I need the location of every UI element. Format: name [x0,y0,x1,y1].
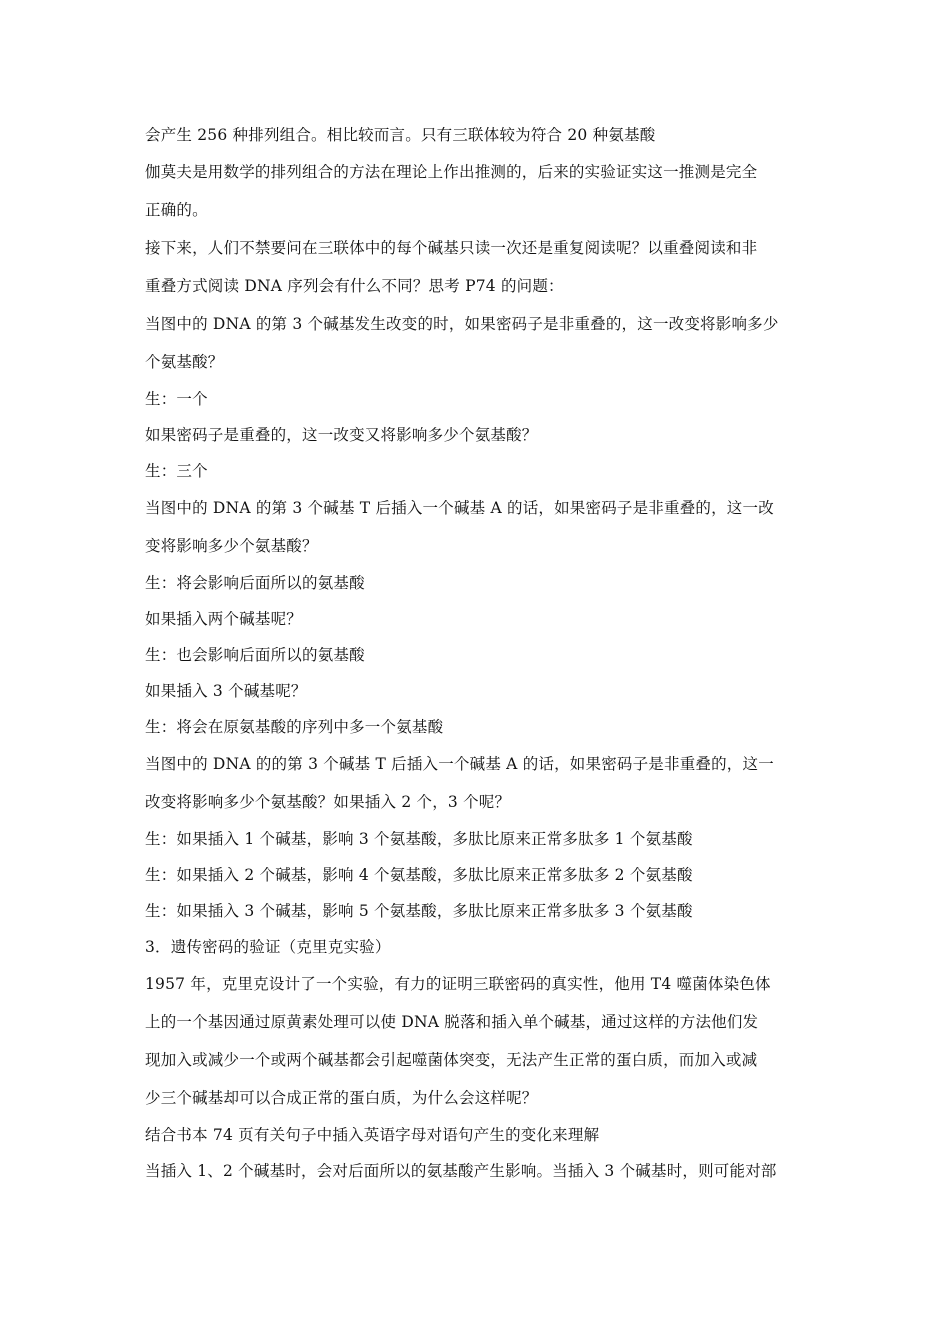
paragraph [145,857,809,893]
paragraph [145,821,809,857]
paragraph-line: 生：将会影响后面所以的氨基酸 [145,574,365,592]
paragraph-line: 接下来，人们不禁要问在三联体中的每个碱基只读一次还是重复阅读呢？以重叠阅读和非 [145,239,758,257]
paragraph-line: 现加入或减少一个或两个碱基都会引起噬菌体突变，无法产生正常的蛋白质，而加入或减 [145,1051,758,1069]
paragraph-line: 生：如果插入 3 个碱基，影响 5 个氨基酸，多肽比原来正常多肽多 3 个氨基酸 [145,902,693,920]
paragraph [145,489,809,565]
paragraph [145,745,809,821]
paragraph [145,709,809,745]
paragraph-line: 生：如果插入 2 个碱基，影响 4 个氨基酸，多肽比原来正常多肽多 2 个氨基酸 [145,866,693,884]
paragraph-line: 重叠方式阅读 DNA 序列会有什么不同？思考 P74 的问题： [145,277,564,295]
paragraph [145,601,809,637]
paragraph-line: 当图中的 DNA 的第 3 个碱基发生改变的时，如果密码子是非重叠的，这一改变将影响多少 [145,315,779,333]
paragraph-line: 1957 年，克里克设计了一个实验，有力的证明三联密码的真实性，他用 T4 噬菌体染色体 [145,975,771,993]
paragraph-line: 当插入 1、2 个碱基时，会对后面所以的氨基酸产生影响。当插入 3 个碱基时，则可能对部 [145,1162,777,1180]
paragraph-line: 如果插入 3 个碱基呢？ [145,682,307,700]
paragraph-line: 生：将会在原氨基酸的序列中多一个氨基酸 [145,718,444,736]
paragraph-line: 生：也会影响后面所以的氨基酸 [145,646,365,664]
paragraph [145,417,809,453]
paragraph-line: 伽莫夫是用数学的排列组合的方法在理论上作出推测的，后来的实验证实这一推测是完全 [145,163,758,181]
paragraph [145,381,809,417]
paragraph-line: 当图中的 DNA 的第 3 个碱基 T 后插入一个碱基 A 的话，如果密码子是非重叠的，这一改 [145,499,774,517]
paragraph-line: 生：一个 [145,390,208,408]
paragraph [145,153,809,229]
paragraph-line: 正确的。 [145,201,208,219]
paragraph [145,117,809,153]
paragraph-line: 3．遗传密码的验证（克里克实验） [145,938,391,956]
paragraph-line: 少三个碱基却可以合成正常的蛋白质，为什么会这样呢？ [145,1089,538,1107]
paragraph-line: 结合书本 74 页有关句子中插入英语字母对语句产生的变化来理解 [145,1126,600,1144]
paragraph [145,929,809,965]
paragraph-line: 改变将影响多少个氨基酸？如果插入 2 个，3 个呢？ [145,793,511,811]
body-text [145,117,809,1189]
paragraph [145,965,809,1117]
paragraph-line: 上的一个基因通过原黄素处理可以使 DNA 脱落和插入单个碱基，通过这样的方法他们发 [145,1013,759,1031]
paragraph [145,229,809,305]
paragraph [145,637,809,673]
paragraph-line: 如果插入两个碱基呢？ [145,610,303,628]
paragraph-line: 当图中的 DNA 的的第 3 个碱基 T 后插入一个碱基 A 的话，如果密码子是非重叠的，这一 [145,755,774,773]
paragraph [145,893,809,929]
paragraph [145,1117,809,1153]
paragraph [145,565,809,601]
paragraph [145,453,809,489]
paragraph [145,305,809,381]
paragraph-line: 个氨基酸？ [145,353,224,371]
paragraph-line: 如果密码子是重叠的，这一改变又将影响多少个氨基酸？ [145,426,538,444]
paragraph-line: 变将影响多少个氨基酸？ [145,537,318,555]
paragraph-line: 生：三个 [145,462,208,480]
paragraph [145,673,809,709]
paragraph [145,1153,809,1189]
paragraph-line: 会产生 256 种排列组合。相比较而言。只有三联体较为符合 20 种氨基酸 [145,126,656,144]
paragraph-line: 生：如果插入 1 个碱基，影响 3 个氨基酸，多肽比原来正常多肽多 1 个氨基酸 [145,830,693,848]
